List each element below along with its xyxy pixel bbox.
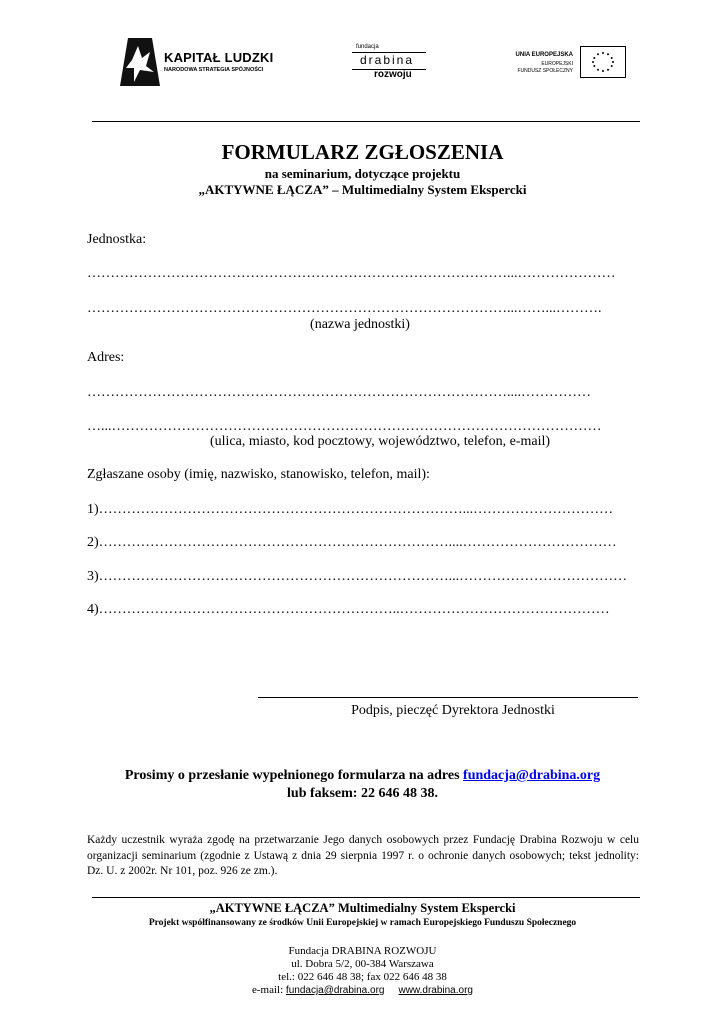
person-line-1[interactable]: 1)……………………………………………………………………...…………………………	[87, 502, 614, 517]
page-subtitle-2: „AKTYWNE ŁĄCZA” – Multimedialny System Ekspercki	[198, 182, 527, 197]
page-title: FORMULARZ ZGŁOSZENIA	[221, 140, 504, 164]
request-email-link[interactable]: fundacja@drabina.org	[463, 768, 601, 783]
kapital-ludzki-title: KAPITAŁ LUDZKI	[164, 50, 274, 65]
unit-line-2[interactable]: ………………………………………………………………………………...……...……….	[87, 301, 602, 316]
footer-www-link[interactable]: www.drabina.org	[398, 985, 473, 996]
footer-divider	[92, 897, 640, 898]
address-label: Adres:	[87, 350, 125, 365]
footer-address: ul. Dobra 5/2, 00-384 Warszawa	[291, 958, 434, 970]
unit-label: Jednostka:	[87, 232, 147, 247]
signature-caption: Podpis, pieczęć Dyrektora Jednostki	[351, 703, 555, 718]
request-line-2: lub faksem: 22 646 48 38.	[287, 786, 438, 801]
kapital-ludzki-emblem-icon	[120, 38, 160, 86]
drabina-logo-middle: drabina	[360, 53, 415, 67]
footer-project: „AKTYWNE ŁĄCZA” Multimedialny System Ekspercki	[209, 901, 516, 915]
ue-logo-line2: EUROPEJSKI	[541, 61, 573, 67]
ue-logo-line3: FUNDUSZ SPOŁECZNY	[517, 68, 573, 74]
kapital-ludzki-logo	[120, 38, 280, 88]
address-caption: (ulica, miasto, kod pocztowy, województwo, telefon, e-mail)	[209, 434, 551, 449]
drabina-logo-top: fundacja	[356, 44, 379, 50]
header-divider	[92, 121, 640, 122]
drabina-rozwoju-logo	[352, 44, 430, 84]
request-line-1	[0, 768, 725, 784]
kapital-ludzki-subtitle: NARODOWA STRATEGIA SPÓJNOŚCI	[164, 67, 264, 73]
request-text: Prosimy o przesłanie wypełnionego formularza na adres	[124, 768, 464, 783]
eu-flag-icon	[580, 46, 626, 78]
address-line-1[interactable]: ………………………………………………………………………………....……………	[87, 385, 591, 400]
signature-line[interactable]	[258, 697, 638, 698]
ue-logo-line1: UNIA EUROPEJSKA	[515, 52, 573, 58]
ue-efs-logo	[498, 46, 628, 80]
footer-email-line	[0, 984, 725, 996]
page-subtitle-1: na seminarium, dotyczące projektu	[264, 166, 461, 181]
address-line-2[interactable]: …...……………………………………………………………………………………………	[87, 419, 602, 434]
consent-text: Każdy uczestnik wyraża zgodę na przetwarzanie Jego danych osobowych przez Fundację Drabina Rozwoju w celu organizacji seminarium (zgodnie z Ustawą z dnia 29 sierpnia 1997 r. o ochronie danych osobowych; tekst jednolity: Dz. U. z 2002r. Nr 101, poz. 926 ze zm.).	[87, 834, 639, 877]
footer-email-prefix: e-mail:	[252, 984, 286, 996]
person-line-2[interactable]: 2)…………………………………………………………………....……………………………	[87, 535, 617, 550]
persons-label: Zgłaszane osoby (imię, nazwisko, stanowisko, telefon, mail):	[87, 467, 430, 482]
unit-caption: (nazwa jednostki)	[310, 317, 410, 332]
footer-email-link[interactable]: fundacja@drabina.org	[285, 985, 385, 996]
person-line-4[interactable]: 4)………………………………………………………..………………………………………	[87, 602, 610, 617]
footer-phone: tel.: 022 646 48 38; fax 022 646 48 38	[278, 971, 447, 983]
drabina-logo-bottom: rozwoju	[374, 69, 412, 80]
footer-cofinance: Projekt współfinansowany ze środków Unii Europejskiej w ramach Europejskiego Funduszu Społecznego	[148, 918, 577, 928]
person-line-3[interactable]: 3)…………………………………………………………………...………………………………	[87, 569, 628, 584]
footer-org: Fundacja DRABINA ROZWOJU	[288, 945, 437, 957]
unit-line-1[interactable]: ………………………………………………………………………………...…………………	[87, 266, 616, 281]
